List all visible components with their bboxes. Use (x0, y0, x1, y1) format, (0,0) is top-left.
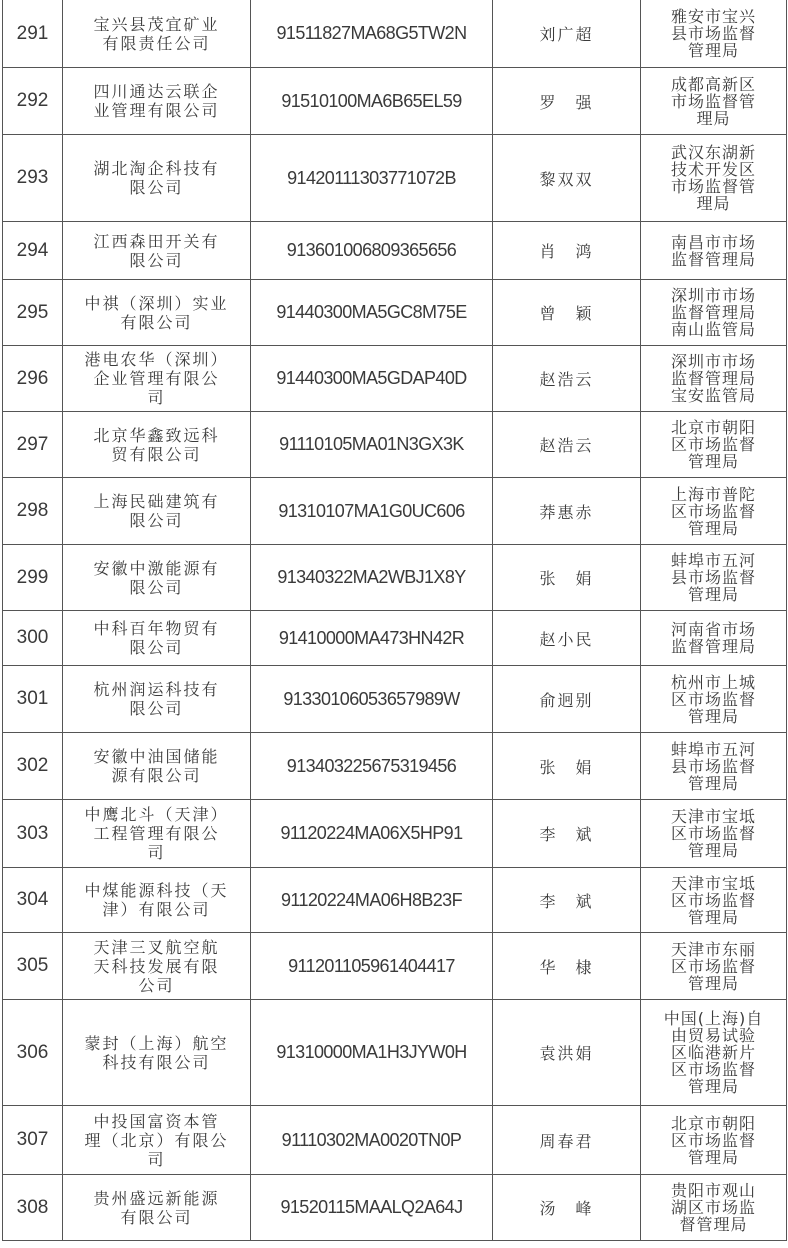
company-name: 中鹰北斗（天津） 工程管理有限公 司 (63, 800, 251, 868)
company-name: 杭州润运科技有 限公司 (63, 666, 251, 733)
credit-code: 91310107MA1G0UC606 (251, 478, 493, 545)
company-name: 中投国富资本管 理（北京）有限公 司 (63, 1106, 251, 1175)
table-row (3, 733, 787, 800)
company-name: 北京华鑫致远科 贸有限公司 (63, 412, 251, 478)
legal-representative: 赵小民 (493, 611, 641, 666)
company-name: 贵州盛远新能源 有限公司 (63, 1175, 251, 1241)
registration-authority: 南昌市市场 监督管理局 (641, 222, 787, 280)
row-number: 300 (3, 611, 63, 666)
row-number: 292 (3, 68, 63, 135)
registration-authority: 天津市宝坻 区市场监督 管理局 (641, 800, 787, 868)
credit-code: 91360100680936565​6 (251, 222, 493, 280)
legal-representative: 赵浩云 (493, 346, 641, 412)
table-row (3, 478, 787, 545)
row-number: 298 (3, 478, 63, 545)
row-number: 304 (3, 868, 63, 933)
registration-authority: 上海市普陀 区市场监督 管理局 (641, 478, 787, 545)
credit-code: 91120110596140441​7 (251, 933, 493, 1000)
row-number: 294 (3, 222, 63, 280)
table-row (3, 1106, 787, 1175)
company-name: 湖北淘企科技有 限公司 (63, 135, 251, 222)
row-number: 297 (3, 412, 63, 478)
table-body (3, 0, 787, 1241)
legal-representative: 李 斌 (493, 800, 641, 868)
row-number: 306 (3, 1000, 63, 1106)
registration-authority: 蚌埠市五河 县市场监督 管理局 (641, 733, 787, 800)
registration-authority: 雅安市宝兴 县市场监督 管理局 (641, 0, 787, 68)
table-row (3, 222, 787, 280)
table-row (3, 545, 787, 611)
credit-code: 91110302MA0020TN0P (251, 1106, 493, 1175)
row-number: 303 (3, 800, 63, 868)
company-name: 上海民础建筑有 限公司 (63, 478, 251, 545)
credit-code: 91110105MA01N3GX3K (251, 412, 493, 478)
row-number: 296 (3, 346, 63, 412)
company-name: 宝兴县茂宜矿业 有限责任公司 (63, 0, 251, 68)
table-row (3, 280, 787, 346)
registration-authority: 河南省市场 监督管理局 (641, 611, 787, 666)
company-name: 蒙封（上海）航空 科技有限公司 (63, 1000, 251, 1106)
credit-code: 91310000MA1H3JYW0H (251, 1000, 493, 1106)
table-row (3, 412, 787, 478)
credit-code: 91410000MA473HN42R (251, 611, 493, 666)
table-row (3, 666, 787, 733)
registration-authority: 深圳市市场 监督管理局 南山监管局 (641, 280, 787, 346)
legal-representative: 李 斌 (493, 868, 641, 933)
legal-representative: 俞迥别 (493, 666, 641, 733)
row-number: 295 (3, 280, 63, 346)
company-name: 天津三叉航空航 天科技发展有限 公司 (63, 933, 251, 1000)
row-number: 293 (3, 135, 63, 222)
row-number: 299 (3, 545, 63, 611)
table-row (3, 800, 787, 868)
registration-authority: 北京市朝阳 区市场监督 管理局 (641, 1106, 787, 1175)
registration-authority: 杭州市上城 区市场监督 管理局 (641, 666, 787, 733)
credit-code: 91120224MA06X5HP91 (251, 800, 493, 868)
company-name: 中祺（深圳）实业 有限公司 (63, 280, 251, 346)
registration-authority: 贵阳市观山 湖区市场监 督管理局 (641, 1175, 787, 1241)
registration-authority: 武汉东湖新 技术开发区 市场监督管 理局 (641, 135, 787, 222)
company-name: 安徽中油国储能 源有限公司 (63, 733, 251, 800)
registration-authority: 天津市宝坻 区市场监督 管理局 (641, 868, 787, 933)
legal-representative: 罗 强 (493, 68, 641, 135)
table-row (3, 933, 787, 1000)
table-row (3, 1000, 787, 1106)
legal-representative: 汤 峰 (493, 1175, 641, 1241)
company-name: 港电农华（深圳） 企业管理有限公 司 (63, 346, 251, 412)
legal-representative: 曾 颖 (493, 280, 641, 346)
row-number: 301 (3, 666, 63, 733)
credit-code: 91340322567531945​6 (251, 733, 493, 800)
table-row (3, 611, 787, 666)
registration-authority: 中国(上海)自 由贸易试验 区临港新片 区市场监督 管理局 (641, 1000, 787, 1106)
row-number: 308 (3, 1175, 63, 1241)
company-name: 安徽中激能源有 限公司 (63, 545, 251, 611)
credit-code: 91340322MA2WBJ1X8Y (251, 545, 493, 611)
credit-code: 91440300MA5GDAP40D (251, 346, 493, 412)
legal-representative: 华 棣 (493, 933, 641, 1000)
registration-authority: 蚌埠市五河 县市场监督 管理局 (641, 545, 787, 611)
row-number: 305 (3, 933, 63, 1000)
credit-code: 91420111303771072B (251, 135, 493, 222)
legal-representative: 袁洪娟 (493, 1000, 641, 1106)
legal-representative: 周春君 (493, 1106, 641, 1175)
company-name: 中煤能源科技（天 津）有限公司 (63, 868, 251, 933)
legal-representative: 张 娟 (493, 545, 641, 611)
legal-representative: 赵浩云 (493, 412, 641, 478)
credit-code: 91440300MA5GC8M75E (251, 280, 493, 346)
table-row (3, 1175, 787, 1241)
registration-authority: 深圳市市场 监督管理局 宝安监管局 (641, 346, 787, 412)
table-row (3, 68, 787, 135)
credit-code: 91511827MA68G5TW2N (251, 0, 493, 68)
table-row (3, 0, 787, 68)
credit-code: 91510100MA6B65EL59 (251, 68, 493, 135)
legal-representative: 肖 鸿 (493, 222, 641, 280)
credit-code: 91520115MAALQ2A64J (251, 1175, 493, 1241)
table-row (3, 135, 787, 222)
legal-representative: 莽惠赤 (493, 478, 641, 545)
row-number: 307 (3, 1106, 63, 1175)
legal-representative: 黎双双 (493, 135, 641, 222)
enterprise-table (2, 0, 787, 1241)
company-name: 四川通达云联企 业管理有限公司 (63, 68, 251, 135)
table-row (3, 868, 787, 933)
registration-authority: 北京市朝阳 区市场监督 管理局 (641, 412, 787, 478)
credit-code: 91120224MA06H8B23F (251, 868, 493, 933)
legal-representative: 张 娟 (493, 733, 641, 800)
row-number: 291 (3, 0, 63, 68)
company-name: 中科百年物贸有 限公司 (63, 611, 251, 666)
table-row (3, 346, 787, 412)
registration-authority: 天津市东丽 区市场监督 管理局 (641, 933, 787, 1000)
legal-representative: 刘广超 (493, 0, 641, 68)
company-name: 江西森田开关有 限公司 (63, 222, 251, 280)
row-number: 302 (3, 733, 63, 800)
credit-code: 91330106053657989W (251, 666, 493, 733)
registration-authority: 成都高新区 市场监督管 理局 (641, 68, 787, 135)
